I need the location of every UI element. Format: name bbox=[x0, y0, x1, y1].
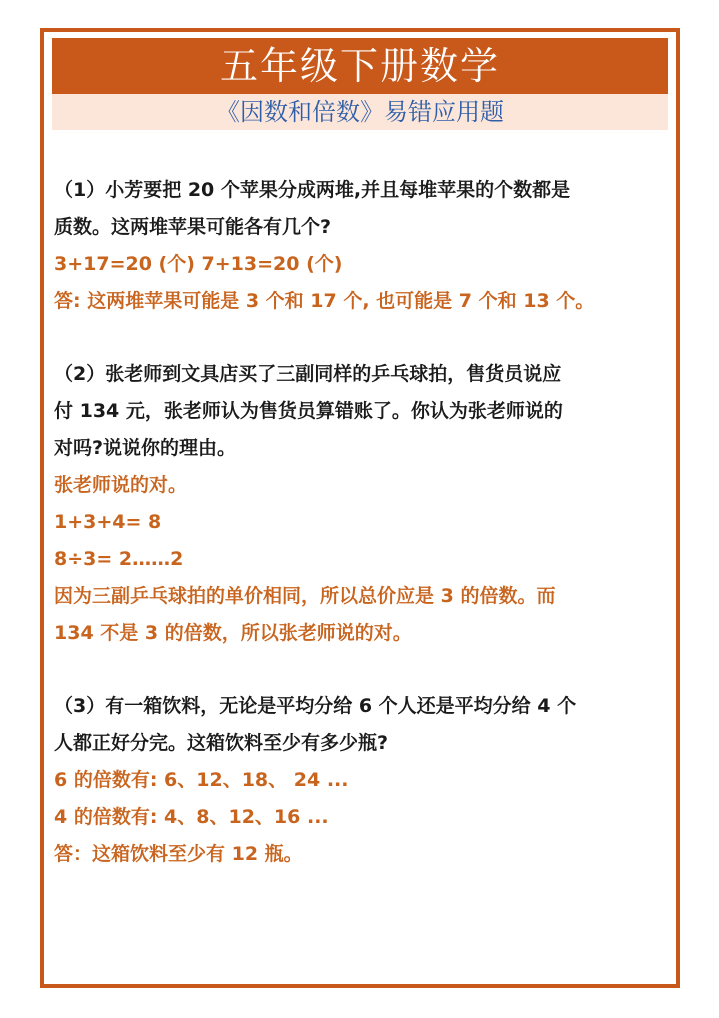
answer-line: 1+3+4= 8 bbox=[54, 511, 162, 533]
problem-list bbox=[54, 172, 676, 873]
question-line: 人都正好分完。这箱饮料至少有多少瓶? bbox=[54, 732, 389, 754]
title-banner bbox=[52, 38, 668, 94]
problem-1 bbox=[54, 172, 676, 320]
answer-line: 6 的倍数有: 6、12、18、 24 ... bbox=[54, 769, 349, 791]
spacer bbox=[54, 320, 676, 356]
problem-3 bbox=[54, 688, 676, 873]
answer-line: 因为三副乒乓球拍的单价相同，所以总价应是 3 的倍数。而 bbox=[54, 585, 556, 607]
question-line: 质数。这两堆苹果可能各有几个? bbox=[54, 216, 332, 238]
question-line: 对吗?说说你的理由。 bbox=[54, 437, 237, 459]
page-subtitle: 《因数和倍数》易错应用题 bbox=[216, 98, 504, 126]
answer-line: 答：这箱饮料至少有 12 瓶。 bbox=[54, 843, 303, 865]
question-line: 付 134 元，张老师认为售货员算错账了。你认为张老师说的 bbox=[54, 400, 563, 422]
page-title: 五年级下册数学 bbox=[219, 44, 500, 88]
problem-2 bbox=[54, 356, 676, 652]
question-line: （3）有一箱饮料，无论是平均分给 6 个人还是平均分给 4 个 bbox=[54, 695, 577, 717]
answer-line: 4 的倍数有: 4、8、12、16 ... bbox=[54, 806, 329, 828]
answer-line: 答: 这两堆苹果可能是 3 个和 17 个, 也可能是 7 个和 13 个。 bbox=[54, 290, 595, 312]
worksheet-frame bbox=[40, 28, 680, 988]
spacer bbox=[54, 652, 676, 688]
answer-line: 张老师说的对。 bbox=[54, 474, 188, 496]
question-line: （1）小芳要把 20 个苹果分成两堆,并且每堆苹果的个数都是 bbox=[54, 179, 571, 201]
subtitle-banner bbox=[52, 94, 668, 130]
question-line: （2）张老师到文具店买了三副同样的乒乓球拍，售货员说应 bbox=[54, 363, 562, 385]
answer-line: 134 不是 3 的倍数，所以张老师说的对。 bbox=[54, 622, 412, 644]
answer-line: 3+17=20 (个) 7+13=20 (个) bbox=[54, 253, 343, 275]
answer-line: 8÷3= 2……2 bbox=[54, 548, 184, 570]
